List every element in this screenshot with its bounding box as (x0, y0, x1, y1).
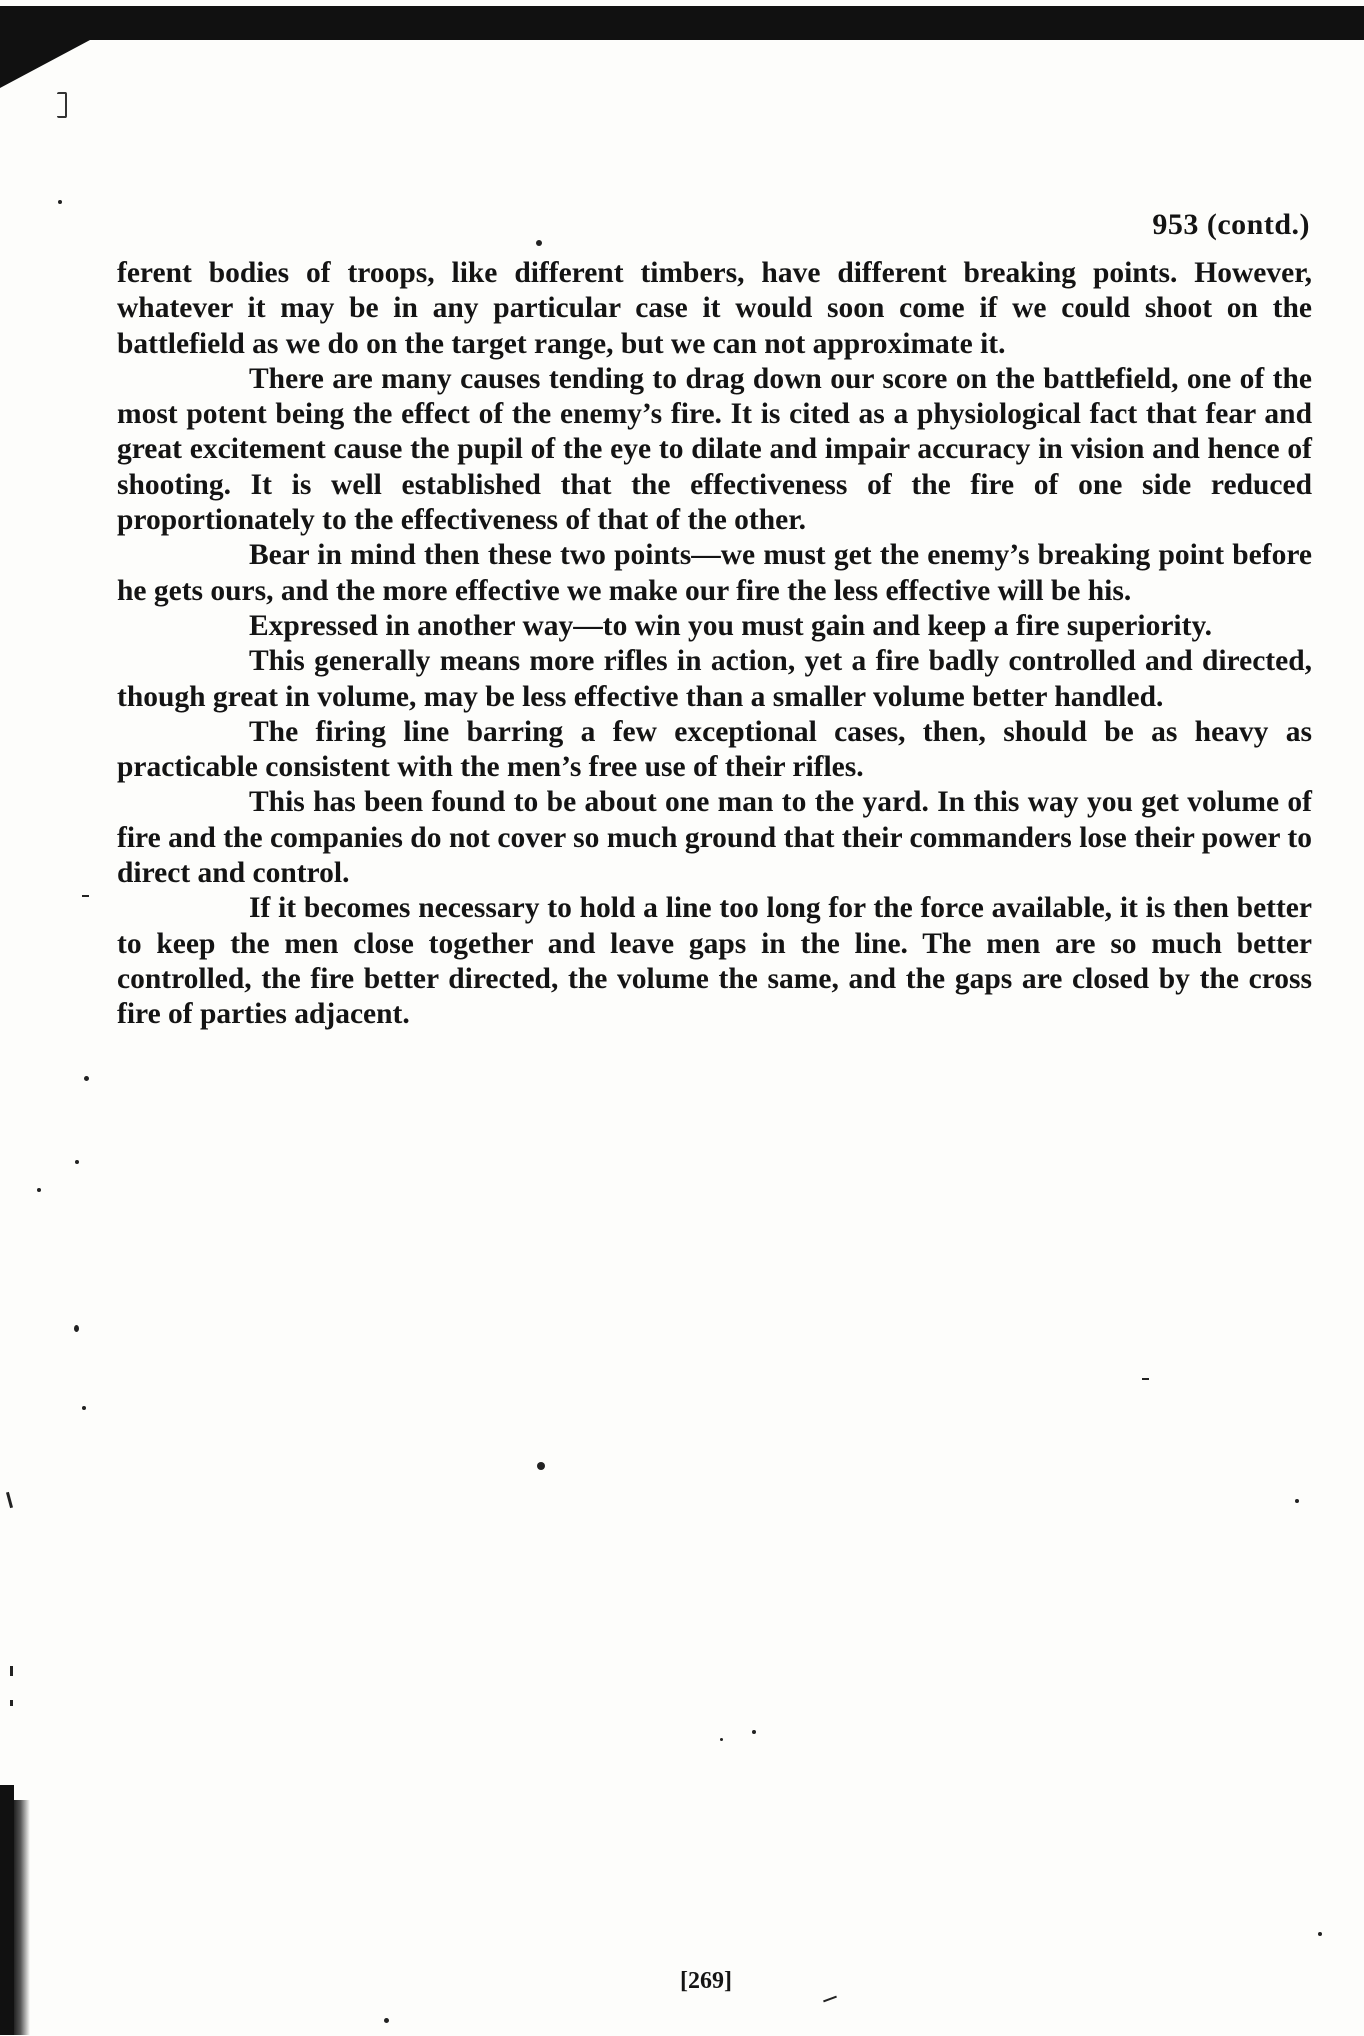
scan-speck (84, 1076, 89, 1081)
scan-speck (37, 1188, 41, 1192)
paragraph: ferent bodies of troops, like different timbers, have different breaking points. However, whatever it may be in any particular case it would soon come if we could shoot on the battlefield as we do on the target range, but we can not approximate it. (117, 257, 1312, 360)
scan-speck (10, 1666, 13, 1676)
scan-speck (75, 1160, 79, 1164)
scan-speck (74, 1325, 79, 1332)
paragraph: This generally means more rifles in action, yet a fire badly controlled and directed, though great in volume, may be less effective than a smaller volume better handled. (117, 645, 1312, 713)
paragraph: This has been found to be about one man to the yard. In this way you get volume of fire and the companies do not cover so much ground that their commanders lose their power to direct and control. (117, 786, 1312, 890)
scan-speck (1318, 1932, 1322, 1936)
scan-speck (536, 240, 542, 246)
paragraph: Bear in mind then these two points—we must get the enemy’s breaking point before he gets ours, and the more effective we make our fire the less effective will be his. (117, 539, 1312, 607)
scan-speck (823, 1996, 837, 2003)
paragraph: The firing line barring a few exceptional cases, then, should be as heavy as practicable consistent with the men’s free use of their rifles. (117, 715, 1312, 784)
scan-speck (537, 1462, 545, 1470)
scan-speck (58, 200, 62, 204)
paragraph: There are many causes tending to drag down our score on the battlefield, one of the most potent being the effect of the enemy’s fire. It is cited as a physiological fact that fear and great excitement cause the pupil of the eye to dilate and impair accuracy in vision and hence of shooting. It is well established that the effectiveness of the fire of one side reduced proportionately to the effectiveness of that of the other. (117, 362, 1312, 537)
scan-border-corner (0, 40, 90, 88)
section-number: 953 (contd.) (1152, 208, 1310, 241)
scan-speck (384, 2018, 389, 2023)
paragraph: If it becomes necessary to hold a line too long for the force available, it is then better to keep the men close together and leave gaps in the line. The men are so much better controlled, the fire better directed, the volume the same, and the gaps are closed by the cross fire of parties adjacent. (117, 892, 1312, 1031)
scan-speck (720, 1738, 723, 1741)
scan-speck (1295, 1499, 1299, 1503)
scan-speck (1142, 1378, 1149, 1380)
scan-speck (57, 92, 67, 118)
scan-speck (82, 1406, 86, 1410)
scan-border-left-shadow (14, 1800, 30, 2035)
scan-speck (752, 1730, 756, 1734)
page-number: [269] (680, 1968, 732, 1994)
scan-speck (6, 1492, 13, 1508)
scan-speck (82, 895, 89, 897)
scan-border-top (0, 6, 1364, 40)
body-text (117, 256, 1312, 1033)
scan-speck (10, 1700, 13, 1706)
paragraph: Expressed in another way—to win you must gain and keep a fire superiority. (249, 609, 1212, 642)
scan-border-left (0, 1785, 14, 2035)
